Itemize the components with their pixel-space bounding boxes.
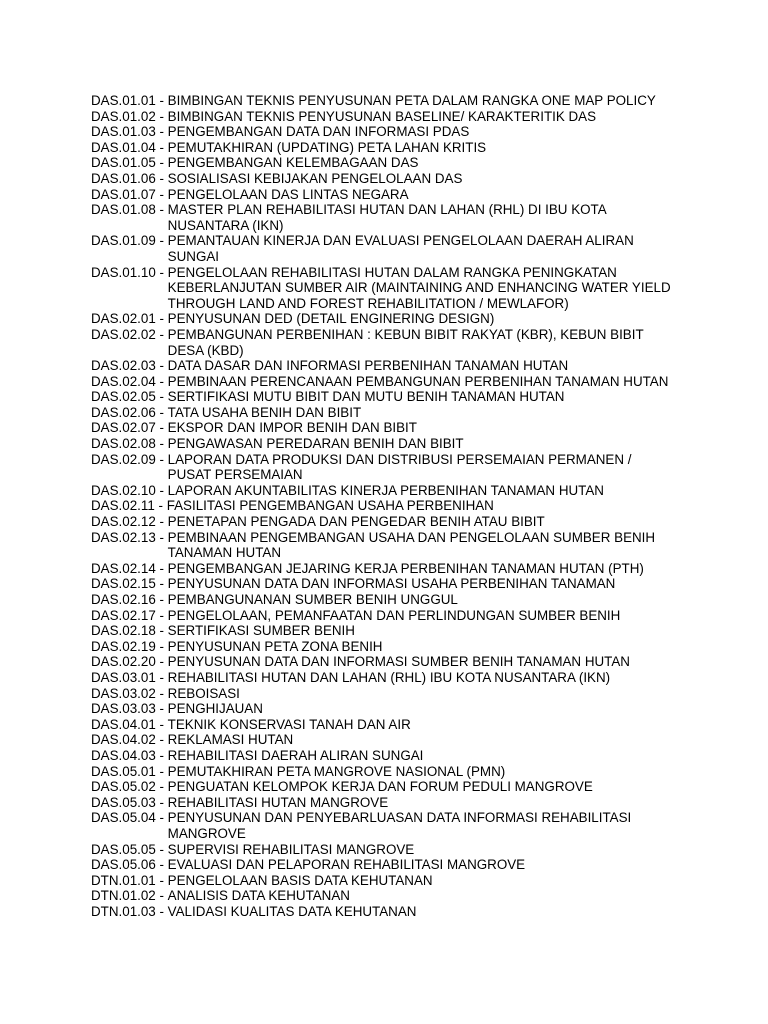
entry-title: PENYUSUNAN DATA DAN INFORMASI SUMBER BENIH TANAMAN HUTAN	[167, 654, 630, 670]
entry-title: REBOISASI	[167, 685, 240, 701]
entry-code: DAS.02.09	[91, 451, 156, 467]
list-item	[91, 374, 731, 390]
entry-separator: -	[155, 903, 168, 919]
entry-code: DTN.01.01	[91, 872, 156, 888]
entry-title: DATA DASAR DAN INFORMASI PERBENIHAN TANAMAN HUTAN	[167, 358, 569, 374]
list-item	[91, 109, 731, 125]
entry-separator: -	[155, 592, 168, 607]
entry-separator: -	[154, 498, 167, 514]
entry-separator: -	[155, 685, 168, 701]
entry-code: DAS.05.02	[91, 779, 156, 795]
classification-code-list	[91, 93, 731, 919]
entry-title: PENGELOLAAN REHABILITASI HUTAN DALAM RANGKA PENINGKATAN KEBERLANJUTAN SUMBER AIR (MAINTAINING AND ENHANCING WATER YIELD THROUGH LAND AND FOREST REHABILITATION / MEWLAFOR)	[167, 264, 671, 311]
entry-separator: -	[155, 389, 168, 405]
entry-separator: -	[155, 607, 168, 623]
entry-title: TEKNIK KONSERVASI TANAH DAN AIR	[167, 716, 411, 732]
entry-title: SERTIFIKASI MUTU BIBIT DAN MUTU BENIH TANAMAN HUTAN	[167, 389, 565, 405]
entry-separator: -	[155, 638, 168, 654]
entry-code: DAS.01.08	[91, 202, 156, 218]
entry-code: DAS.02.03	[91, 358, 156, 374]
entry-separator: -	[155, 763, 168, 779]
list-item	[91, 623, 731, 639]
entry-separator: -	[155, 716, 168, 732]
list-item	[91, 732, 731, 748]
entry-code: DAS.02.02	[91, 326, 156, 342]
entry-title: PENGELOLAAN BASIS DATA KEHUTANAN	[167, 872, 433, 888]
entry-code: DAS.02.17	[91, 607, 156, 623]
list-item	[91, 842, 731, 858]
entry-title: PEMBINAAN PENGEMBANGAN USAHA DAN PENGELOLAAN SUMBER BENIH TANAMAN HUTAN	[167, 529, 656, 561]
entry-separator: -	[155, 888, 168, 904]
entry-title: EKSPOR DAN IMPOR BENIH DAN BIBIT	[167, 420, 417, 436]
entry-separator: -	[155, 560, 168, 576]
entry-separator: -	[155, 373, 168, 389]
list-item	[91, 530, 731, 561]
entry-separator: -	[155, 233, 168, 249]
entry-code: DAS.02.16	[91, 592, 156, 607]
list-item	[91, 764, 731, 780]
entry-separator: -	[155, 701, 168, 717]
entry-code: DAS.01.02	[91, 108, 156, 124]
entry-code: DAS.02.18	[91, 623, 156, 639]
entry-code: DAS.01.06	[91, 170, 156, 186]
entry-code: DAS.02.14	[91, 560, 156, 576]
entry-code: DAS.02.08	[91, 436, 156, 452]
entry-code: DAS.02.04	[91, 373, 156, 389]
entry-title: BIMBINGAN TEKNIS PENYUSUNAN PETA DALAM RANGKA ONE MAP POLICY	[167, 93, 656, 108]
entry-title: MASTER PLAN REHABILITASI HUTAN DAN LAHAN (RHL) DI IBU KOTA NUSANTARA (IKN)	[167, 202, 607, 233]
entry-separator: -	[155, 264, 168, 280]
list-item	[91, 498, 731, 514]
entry-title: PEMBINAAN PERENCANAAN PEMBANGUNAN PERBENIHAN TANAMAN HUTAN	[167, 373, 669, 389]
entry-title: BIMBINGAN TEKNIS PENYUSUNAN BASELINE/ KARAKTERITIK DAS	[167, 108, 597, 124]
entry-title: PENYUSUNAN DED (DETAIL ENGINERING DESIGN)	[167, 311, 495, 327]
entry-separator: -	[155, 841, 168, 857]
entry-code: DAS.03.01	[91, 669, 156, 685]
list-item	[91, 748, 731, 764]
list-item	[91, 904, 731, 920]
entry-code: DAS.01.07	[91, 186, 156, 202]
entry-code: DAS.01.09	[91, 233, 156, 249]
entry-separator: -	[155, 186, 168, 202]
list-item	[91, 140, 731, 156]
entry-title: PENETAPAN PENGADA DAN PENGEDAR BENIH ATAU BIBIT	[167, 514, 545, 530]
entry-separator: -	[155, 311, 168, 327]
entry-title: PENGEMBANGAN DATA DAN INFORMASI PDAS	[167, 124, 470, 140]
list-item	[91, 717, 731, 733]
entry-separator: -	[155, 451, 168, 467]
entry-title: SUPERVISI REHABILITASI MANGROVE	[167, 841, 415, 857]
list-item	[91, 686, 731, 702]
entry-separator: -	[155, 514, 168, 530]
list-item	[91, 561, 731, 577]
entry-code: DAS.03.03	[91, 701, 156, 717]
list-item	[91, 514, 731, 530]
list-item	[91, 576, 731, 592]
entry-code: DAS.05.05	[91, 841, 156, 857]
entry-title: PEMBANGUNAN PERBENIHAN : KEBUN BIBIT RAKYAT (KBR), KEBUN BIBIT DESA (KBD)	[167, 326, 644, 358]
entry-code: DAS.02.06	[91, 404, 156, 420]
list-item	[91, 795, 731, 811]
entry-title: ANALISIS DATA KEHUTANAN	[167, 888, 350, 904]
entry-separator: -	[155, 623, 168, 639]
entry-title: VALIDASI KUALITAS DATA KEHUTANAN	[167, 903, 417, 919]
entry-separator: -	[155, 155, 168, 171]
entry-code: DAS.05.06	[91, 857, 156, 873]
list-item	[91, 171, 731, 187]
entry-code: DAS.02.07	[91, 420, 156, 436]
entry-title: SERTIFIKASI SUMBER BENIH	[167, 623, 355, 639]
list-item	[91, 124, 731, 140]
entry-separator: -	[155, 170, 168, 186]
entry-code: DAS.02.15	[91, 576, 156, 592]
entry-code: DAS.02.19	[91, 638, 156, 654]
entry-code: DTN.01.03	[91, 903, 156, 919]
list-item	[91, 873, 731, 889]
entry-separator: -	[155, 794, 168, 810]
list-item	[91, 93, 731, 109]
entry-title: LAPORAN AKUNTABILITAS KINERJA PERBENIHAN TANAMAN HUTAN	[167, 482, 604, 498]
list-item	[91, 265, 731, 312]
entry-code: DAS.01.04	[91, 139, 156, 155]
list-item	[91, 389, 731, 405]
entry-code: DAS.04.02	[91, 732, 156, 748]
entry-title: PENYUSUNAN DAN PENYEBARLUASAN DATA INFORMASI REHABILITASI MANGROVE	[167, 810, 632, 841]
entry-separator: -	[155, 124, 168, 140]
entry-separator: -	[155, 732, 168, 748]
entry-separator: -	[155, 669, 168, 685]
entry-code: DTN.01.02	[91, 888, 156, 904]
list-item	[91, 202, 731, 233]
entry-title: PENGHIJAUAN	[167, 701, 263, 717]
entry-separator: -	[155, 326, 168, 342]
list-item	[91, 187, 731, 203]
entry-title: EVALUASI DAN PELAPORAN REHABILITASI MANGROVE	[167, 857, 526, 873]
list-item	[91, 592, 731, 608]
entry-separator: -	[155, 810, 168, 826]
entry-separator: -	[155, 436, 168, 452]
list-item	[91, 670, 731, 686]
entry-code: DAS.02.20	[91, 654, 156, 670]
list-item	[91, 452, 731, 483]
entry-separator: -	[155, 857, 168, 873]
entry-separator: -	[155, 576, 168, 592]
list-item	[91, 810, 731, 841]
entry-title: REHABILITASI HUTAN DAN LAHAN (RHL) IBU KOTA NUSANTARA (IKN)	[167, 669, 611, 685]
entry-title: PENGUATAN KELOMPOK KERJA DAN FORUM PEDULI MANGROVE	[167, 779, 593, 795]
list-item	[91, 779, 731, 795]
list-item	[91, 233, 731, 264]
entry-separator: -	[155, 654, 168, 670]
entry-code: DAS.01.05	[91, 155, 156, 171]
entry-code: DAS.05.04	[91, 810, 156, 826]
entry-title: REKLAMASI HUTAN	[167, 732, 294, 748]
entry-title: PENGELOLAAN, PEMANFAATAN DAN PERLINDUNGAN SUMBER BENIH	[167, 607, 621, 623]
entry-code: DAS.01.01	[91, 93, 156, 108]
entry-code: DAS.04.03	[91, 747, 156, 763]
list-item	[91, 155, 731, 171]
list-item	[91, 608, 731, 624]
entry-code: DAS.02.01	[91, 311, 156, 327]
entry-title: PENGEMBANGAN KELEMBAGAAN DAS	[167, 155, 419, 171]
entry-code: DAS.01.10	[91, 264, 156, 280]
entry-separator: -	[155, 779, 168, 795]
list-item	[91, 405, 731, 421]
entry-code: DAS.05.03	[91, 794, 156, 810]
entry-title: SOSIALISASI KEBIJAKAN PENGELOLAAN DAS	[167, 170, 463, 186]
entry-separator: -	[155, 529, 168, 545]
entry-title: FASILITASI PENGEMBANGAN USAHA PERBENIHAN	[166, 498, 494, 514]
entry-title: PEMBANGUNANAN SUMBER BENIH UNGGUL	[167, 592, 458, 607]
entry-title: TATA USAHA BENIH DAN BIBIT	[167, 404, 362, 420]
entry-title: LAPORAN DATA PRODUKSI DAN DISTRIBUSI PERSEMAIAN PERMANEN / PUSAT PERSEMAIAN	[167, 451, 632, 483]
entry-separator: -	[155, 358, 168, 374]
entry-separator: -	[155, 872, 168, 888]
list-item	[91, 311, 731, 327]
entry-title: PEMUTAKHIRAN PETA MANGROVE NASIONAL (PMN)	[167, 763, 506, 779]
entry-separator: -	[155, 108, 168, 124]
entry-code: DAS.02.13	[91, 529, 156, 545]
entry-code: DAS.02.11	[91, 498, 155, 514]
list-item	[91, 483, 731, 499]
list-item	[91, 701, 731, 717]
entry-code: DAS.02.10	[91, 482, 156, 498]
entry-separator: -	[155, 93, 168, 108]
entry-title: PENYUSUNAN PETA ZONA BENIH	[167, 638, 383, 654]
list-item	[91, 888, 731, 904]
entry-code: DAS.04.01	[91, 716, 156, 732]
entry-separator: -	[155, 747, 168, 763]
entry-title: PEMANTAUAN KINERJA DAN EVALUASI PENGELOLAAN DAERAH ALIRAN SUNGAI	[167, 233, 634, 264]
entry-separator: -	[155, 482, 168, 498]
entry-title: PENGELOLAAN DAS LINTAS NEGARA	[167, 186, 409, 202]
entry-title: REHABILITASI HUTAN MANGROVE	[167, 794, 389, 810]
entry-title: REHABILITASI DAERAH ALIRAN SUNGAI	[167, 747, 424, 763]
entry-separator: -	[155, 202, 168, 218]
list-item	[91, 436, 731, 452]
entry-title: PENYUSUNAN DATA DAN INFORMASI USAHA PERBENIHAN TANAMAN	[167, 576, 616, 592]
list-item	[91, 639, 731, 655]
entry-code: DAS.03.02	[91, 685, 156, 701]
entry-code: DAS.02.12	[91, 514, 156, 530]
list-item	[91, 857, 731, 873]
entry-title: PEMUTAKHIRAN (UPDATING) PETA LAHAN KRITIS	[167, 139, 487, 155]
list-item	[91, 327, 731, 358]
list-item	[91, 358, 731, 374]
entry-code: DAS.05.01	[91, 763, 156, 779]
list-item	[91, 654, 731, 670]
list-item	[91, 420, 731, 436]
entry-separator: -	[155, 420, 168, 436]
entry-title: PENGEMBANGAN JEJARING KERJA PERBENIHAN TANAMAN HUTAN (PTH)	[167, 560, 644, 576]
entry-separator: -	[155, 404, 168, 420]
entry-title: PENGAWASAN PEREDARAN BENIH DAN BIBIT	[167, 436, 464, 452]
entry-code: DAS.01.03	[91, 124, 156, 140]
entry-separator: -	[155, 139, 168, 155]
entry-code: DAS.02.05	[91, 389, 156, 405]
